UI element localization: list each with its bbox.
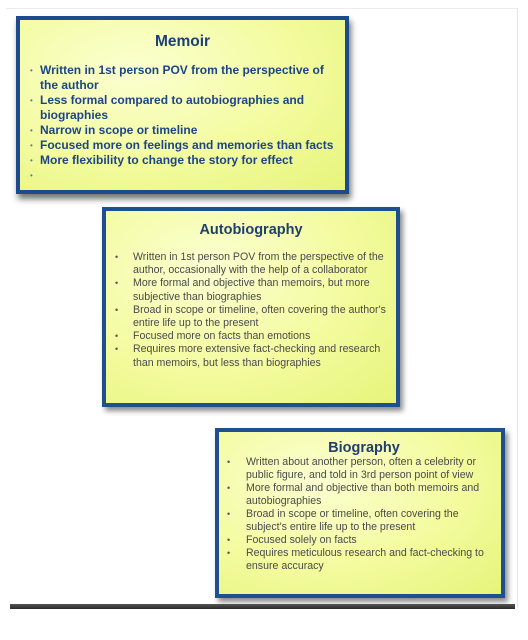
autobiography-bullet-item (115, 304, 386, 330)
bullet-icon: • (30, 126, 33, 135)
bullet-icon: • (30, 171, 33, 180)
autobiography-bullet-text: Focused more on facts than emotions (133, 330, 311, 343)
memoir-bullet-text: Narrow in scope or timeline (40, 123, 198, 137)
bullet-icon: • (115, 278, 119, 289)
bullet-icon: • (227, 483, 231, 493)
memoir-bullet-item (30, 138, 337, 153)
memoir-bullet-item (30, 153, 337, 168)
biography-bullet-item (227, 547, 495, 573)
autobiography-bullet-text: Requires more extensive fact-checking and research than memoirs, but less than biographies (133, 343, 381, 369)
memoir-bullet-item (30, 93, 337, 123)
autobiography-bullet-list (106, 251, 396, 370)
autobiography-bullet-text: Written in 1st person POV from the perspective of the author, occasionally with the help of a collaborator (133, 251, 384, 277)
bullet-icon: • (115, 304, 119, 315)
memoir-bullet-item (30, 63, 337, 93)
biography-bullet-item (227, 456, 495, 482)
biography-bullet-item (227, 534, 495, 547)
autobiography-bullet-item (115, 251, 386, 277)
biography-bullet-list (219, 456, 501, 573)
memoir-bullet-text: Less formal compared to autobiographies and biographies (40, 93, 305, 122)
bullet-icon: • (115, 331, 119, 342)
biography-title: Biography (328, 440, 400, 456)
autobiography-bullet-item (115, 330, 386, 343)
bullet-icon: • (227, 535, 231, 545)
biography-bullet-text: More formal and objective than both memoirs and autobiographies (246, 482, 480, 507)
autobiography-bullet-text: Broad in scope or timeline, often covering the author's entire life up to the present (133, 303, 386, 330)
bullet-icon: • (30, 66, 33, 75)
bullet-icon: • (227, 548, 231, 558)
biography-bullet-text: Broad in scope or timeline, often covering the subject's entire life up to the present (246, 508, 459, 533)
autobiography-card (102, 207, 400, 407)
biography-bullet-item (227, 508, 495, 534)
bullet-icon: • (227, 509, 231, 519)
biography-bullet-text: Focused solely on facts (246, 534, 357, 546)
bullet-icon: • (30, 96, 33, 105)
top-divider (6, 8, 518, 9)
biography-card (215, 428, 505, 598)
memoir-bullet-item-empty (30, 168, 337, 183)
biography-bullet-item (227, 482, 495, 508)
autobiography-title: Autobiography (199, 222, 303, 238)
bullet-icon: • (115, 252, 119, 262)
memoir-bullet-item (30, 123, 337, 138)
autobiography-bullet-item (115, 277, 386, 303)
autobiography-bullet-text: More formal and objective than memoirs, but more subjective than biographies (133, 277, 370, 303)
biography-bullet-text: Written about another person, often a celebrity or public figure, and told in 3rd person point of view (246, 456, 477, 481)
memoir-bullet-text: Written in 1st person POV from the perspective of the author (40, 63, 324, 92)
bullet-icon: • (115, 344, 119, 355)
memoir-bullet-list (20, 63, 345, 183)
bullet-icon: • (30, 156, 33, 165)
biography-bullet-text: Requires meticulous research and fact-checking to ensure accuracy (246, 547, 484, 572)
memoir-title: Memoir (154, 33, 211, 50)
bottom-divider (10, 604, 515, 609)
autobiography-bullet-item (115, 343, 386, 369)
bullet-icon: • (227, 457, 231, 467)
memoir-card (16, 16, 349, 194)
right-edge-line (517, 8, 518, 608)
memoir-bullet-text: More flexibility to change the story for effect (40, 153, 293, 167)
bullet-icon: • (30, 141, 33, 150)
memoir-bullet-text: Focused more on feelings and memories than facts (40, 138, 334, 152)
